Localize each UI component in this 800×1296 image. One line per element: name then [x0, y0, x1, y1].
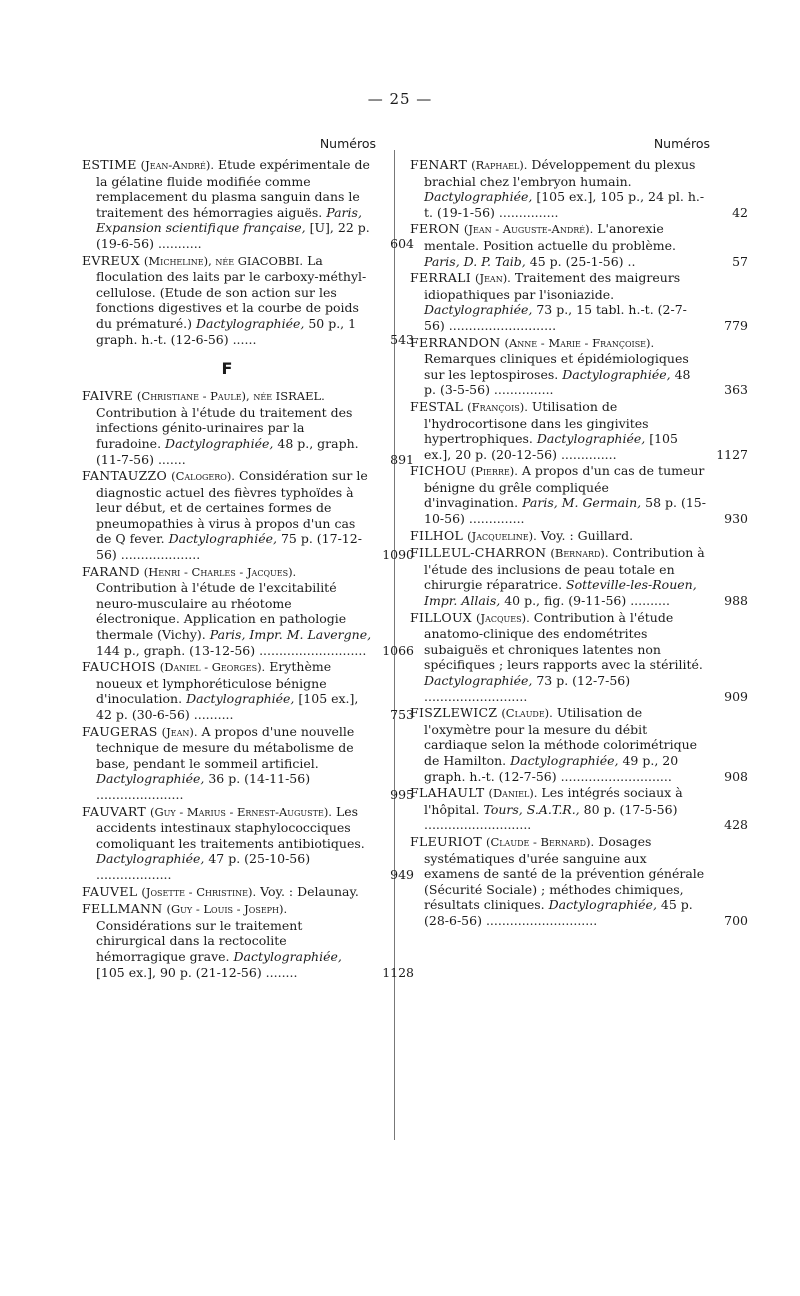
entry-number: 779	[724, 317, 748, 333]
entry-number: 1090	[382, 547, 414, 563]
author-surname: ESTIME	[82, 157, 137, 172]
publisher: Dactylographiée,	[186, 691, 295, 707]
thesis-title: Contribution à l'étude anatomo-clinique des endométrites subaiguës et chroniques latentes non spécifiques ; leurs rapports avec la stérilité.	[424, 609, 703, 673]
thesis-title: Voy. : Guillard.	[540, 527, 634, 543]
publication-details: 73 p., 15 tabl. h.-t. (2-7-56) ...........................	[424, 302, 687, 333]
entry-number: 891	[390, 451, 414, 467]
thesis-title: L'anorexie mentale. Position actuelle du problème.	[424, 221, 676, 253]
author-given-names: (Guy - Louis - Joseph).	[166, 902, 288, 917]
bibliography-entry	[82, 157, 414, 252]
author-given-names: (Daniel - Georges).	[159, 660, 266, 675]
publisher: Dactylographiée,	[96, 851, 205, 867]
author-given-names: (Claude).	[501, 706, 553, 721]
author-surname: FERON	[410, 221, 460, 237]
publisher: Paris, Impr. M. Lavergne,	[209, 627, 372, 643]
author-surname: FENART	[410, 157, 468, 172]
publisher: Dactylographiée,	[424, 189, 533, 205]
author-given-names: (Christiane - Paule), née ISRAEL.	[136, 389, 325, 404]
publisher: Dactylographiée,	[424, 673, 533, 688]
entry-number: 1127	[716, 446, 748, 462]
author-given-names: (Pierre).	[470, 464, 518, 479]
author-given-names: (Jean).	[474, 271, 511, 286]
bibliography-entry	[82, 468, 414, 563]
author-surname: FARAND	[82, 563, 140, 579]
publisher: Paris, Expansion scientifique française,	[96, 204, 362, 236]
thesis-title: La floculation des laits par le carboxy-méthyl-cellulose. (Etude de son action sur les fonctions digestives et la courbe de poids du prématuré.)	[96, 252, 367, 331]
publication-details: 48 p., graph. (11-7-56) .......	[96, 435, 359, 467]
column-header-left: Numéros	[319, 136, 376, 151]
author-surname: FAUVART	[82, 803, 146, 819]
thesis-title: Utilisation de l'hydrocortisone dans les gingivites hypertrophiques.	[424, 398, 649, 447]
author-given-names: (François).	[467, 399, 528, 414]
thesis-title: Etude expérimentale de la gélatine fluide modifiée comme remplacement du plasma sanguin dans le traitement des hémorragies aiguës.	[96, 157, 370, 220]
author-surname: FANTAUZZO	[82, 468, 168, 484]
publication-details: 73 p. (12-7-56) ..........................	[424, 673, 631, 704]
thesis-title: Contribution à l'étude des inclusions de peau totale en chirurgie réparatrice.	[424, 545, 705, 593]
entry-number: 363	[724, 382, 748, 398]
thesis-title: Les accidents intestinaux staphylococciques comoliquant les traitements antibiotiques.	[96, 803, 365, 851]
bibliography-entry	[410, 270, 748, 333]
entry-number: 1128	[382, 964, 414, 980]
publication-details: 49 p., 20 graph. h.-t. (12-7-56) ............................	[424, 752, 679, 784]
bibliography-entry	[410, 334, 748, 398]
thesis-title: Erythème noueux et lymphoréticulose bénigne d'inoculation.	[96, 659, 332, 707]
publication-details: [105 ex.], 42 p. (30-6-56) ..........	[96, 691, 359, 722]
column-header-right: Numéros	[653, 136, 710, 151]
bibliography-entry	[410, 221, 748, 269]
author-surname: FILLOUX	[410, 609, 472, 625]
thesis-title: Contribution à l'étude du traitement des infections génito-urinaires par la furadoine.	[96, 404, 353, 451]
author-given-names: (Claude - Bernard).	[485, 834, 595, 849]
bibliography-entry	[82, 563, 414, 659]
publisher: Paris, M. Germain,	[522, 495, 642, 511]
author-given-names: (Calogero).	[171, 469, 235, 484]
thesis-title: A propos d'une nouvelle technique de mesure du métabolisme de base, pendant le sommeil artificiel.	[96, 723, 355, 771]
bibliography-entry	[410, 609, 748, 705]
publisher: Dactylographiée,	[548, 897, 657, 913]
publisher: Dactylographiée,	[424, 302, 533, 318]
thesis-title: Dosages systématiques d'urée sanguine aux examens de santé de la prévention générale (Sécurité Sociale) ; méthodes chimiques, résultats cliniques.	[424, 833, 705, 913]
entry-number: 42	[732, 204, 748, 220]
entry-number: 543	[390, 331, 414, 347]
thesis-title: A propos d'un cas de tumeur bénigne du grêle compliquée d'invagination.	[424, 463, 705, 511]
entry-number: 909	[724, 688, 748, 704]
right-entries	[410, 157, 748, 929]
entry-number: 604	[390, 235, 414, 251]
bibliography-entry	[82, 659, 414, 722]
entry-number: 949	[390, 866, 414, 882]
bibliography-entry	[82, 723, 414, 803]
bibliography-entry	[410, 785, 748, 833]
author-surname: FAUCHOIS	[82, 659, 156, 675]
bibliography-entry	[410, 528, 706, 545]
author-given-names: (Jean-André).	[140, 158, 214, 172]
author-given-names: (Jacques).	[475, 610, 530, 625]
publication-details: 75 p. (17-12-56) ....................	[96, 531, 362, 563]
author-given-names: (Micheline), née GIACOBBI.	[143, 253, 304, 268]
author-surname: FILLEUL-CHARRON	[410, 545, 547, 561]
publisher: Sotteville-les-Rouen, Impr. Allais,	[424, 577, 697, 609]
publication-details: 80 p. (17-5-56) ...........................	[424, 801, 678, 833]
publication-details: 40 p., fig. (9-11-56) ..........	[504, 593, 670, 609]
publication-details: 50 p., 1 graph. h.-t. (12-6-56) ......	[96, 315, 357, 347]
bibliography-entry	[410, 833, 748, 929]
entry-number: 908	[724, 768, 748, 784]
publisher: Dactylographiée,	[165, 435, 274, 451]
thesis-title: Contribution à l'étude de l'excitabilité neuro-musculaire au rhéotome électronique. Application en pathologie thermale (Vichy).	[96, 580, 347, 643]
author-surname: FELLMANN	[82, 901, 163, 917]
publisher: Dactylographiée,	[233, 948, 342, 964]
page-number: — 25 —	[367, 90, 433, 108]
bibliography-entry	[82, 803, 414, 883]
author-given-names: (Jean).	[161, 724, 198, 739]
author-surname: FAIVRE	[82, 388, 133, 404]
author-surname: FAUGERAS	[82, 723, 158, 739]
bibliography-entry	[410, 705, 748, 784]
author-given-names: (Bernard).	[550, 546, 609, 561]
author-surname: FICHOU	[410, 463, 467, 479]
left-entries-after	[82, 388, 414, 980]
publication-details: 144 p., graph. (13-12-56) ...........................	[96, 642, 367, 658]
author-given-names: (Daniel).	[488, 786, 538, 801]
bibliography-entry	[82, 252, 414, 348]
author-surname: FESTAL	[410, 398, 464, 414]
thesis-title: Considérations sur le traitement chirurgical dans la rectocolite hémorragique grave.	[96, 917, 303, 964]
thesis-title: Développement du plexus brachial chez l'embryon humain.	[424, 157, 696, 189]
entry-number: 930	[724, 511, 748, 527]
right-column	[410, 136, 748, 930]
author-surname: EVREUX	[82, 252, 140, 268]
left-column	[82, 136, 414, 981]
author-surname: FERRALI	[410, 270, 471, 286]
author-given-names: (Guy - Marius - Ernest-Auguste).	[149, 804, 332, 819]
publication-details: [U], 22 p. (19-6-56) ...........	[96, 220, 370, 251]
entry-number: 1066	[382, 642, 414, 658]
entry-number: 753	[390, 707, 414, 722]
author-surname: FLAHAULT	[410, 785, 485, 801]
bibliography-entry	[410, 398, 748, 462]
author-given-names: (Raphael).	[471, 158, 528, 172]
thesis-title: Remarques cliniques et épidémiologiques sur les leptospiroses.	[424, 351, 689, 382]
bibliography-entry	[410, 545, 748, 609]
publication-details: 45 p. (25-1-56) ..	[529, 253, 636, 269]
bibliography-entry	[82, 884, 372, 901]
publication-details: 48 p. (3-5-56) ...............	[424, 366, 691, 398]
author-given-names: (Jacqueline).	[467, 528, 537, 543]
publisher: Dactylographiée,	[562, 366, 671, 382]
thesis-title: Considération sur le diagnostic actuel des fièvres typhoïdes à leur début, et de certaines formes de pneumopathies à virus à propos d'un cas de Q fever.	[96, 468, 368, 547]
publisher: Tours, S.A.T.R.,	[483, 801, 580, 817]
bibliography-entry	[82, 388, 414, 467]
thesis-title: Les intégrés sociaux à l'hôpital.	[424, 785, 683, 817]
bibliography-entry	[410, 157, 748, 220]
author-surname: FILHOL	[410, 527, 464, 543]
author-surname: FISZLEWICZ	[410, 705, 498, 721]
publication-details: [105 ex.], 20 p. (20-12-56) ..............	[424, 431, 678, 462]
entry-number: 57	[732, 253, 748, 269]
author-surname: FAUVEL	[82, 883, 138, 899]
thesis-title: Traitement des maigreurs idiopathiques par l'isoniazide.	[424, 270, 681, 302]
bibliography-entry	[82, 901, 414, 980]
publisher: Dactylographiée,	[168, 531, 277, 547]
thesis-title: Utilisation de l'oxymètre pour la mesure du débit cardiaque selon la méthode colorimétrique de Hamilton.	[424, 705, 698, 768]
author-given-names: (Anne - Marie - Françoise).	[504, 335, 655, 350]
publication-details: [105 ex.], 90 p. (21-12-56) ........	[96, 964, 298, 980]
letter-heading: F	[221, 359, 233, 379]
publication-details: 47 p. (25-10-56) ...................	[96, 851, 311, 882]
publisher: Dactylographiée,	[510, 752, 619, 768]
entry-number: 428	[724, 817, 748, 833]
entry-number: 700	[724, 912, 748, 928]
publisher: Dactylographiée,	[536, 431, 646, 447]
entry-number: 988	[724, 593, 748, 609]
publisher: Dactylographiée,	[96, 771, 205, 787]
thesis-title: Voy. : Delaunay.	[260, 883, 359, 899]
author-surname: FLEURIOT	[410, 833, 482, 849]
publisher: Paris, D. P. Taib,	[424, 253, 526, 269]
publication-details: [105 ex.], 105 p., 24 pl. h.-t. (19-1-56) ...............	[424, 189, 705, 220]
author-given-names: (Jean - Auguste-André).	[463, 222, 594, 237]
bibliography-entry	[410, 463, 748, 527]
publisher: Dactylographiée,	[196, 315, 305, 331]
entry-number: 995	[390, 786, 414, 802]
publication-details: 36 p. (14-11-56) ......................	[96, 771, 311, 802]
author-given-names: (Henri - Charles - Jacques).	[143, 564, 297, 579]
left-entries-before	[82, 157, 414, 347]
author-given-names: (Josette - Christine).	[141, 884, 257, 899]
author-surname: FERRANDON	[410, 334, 501, 350]
publication-details: 58 p. (15-10-56) ..............	[424, 495, 706, 527]
publication-details: 45 p. (28-6-56) ............................	[424, 897, 693, 928]
